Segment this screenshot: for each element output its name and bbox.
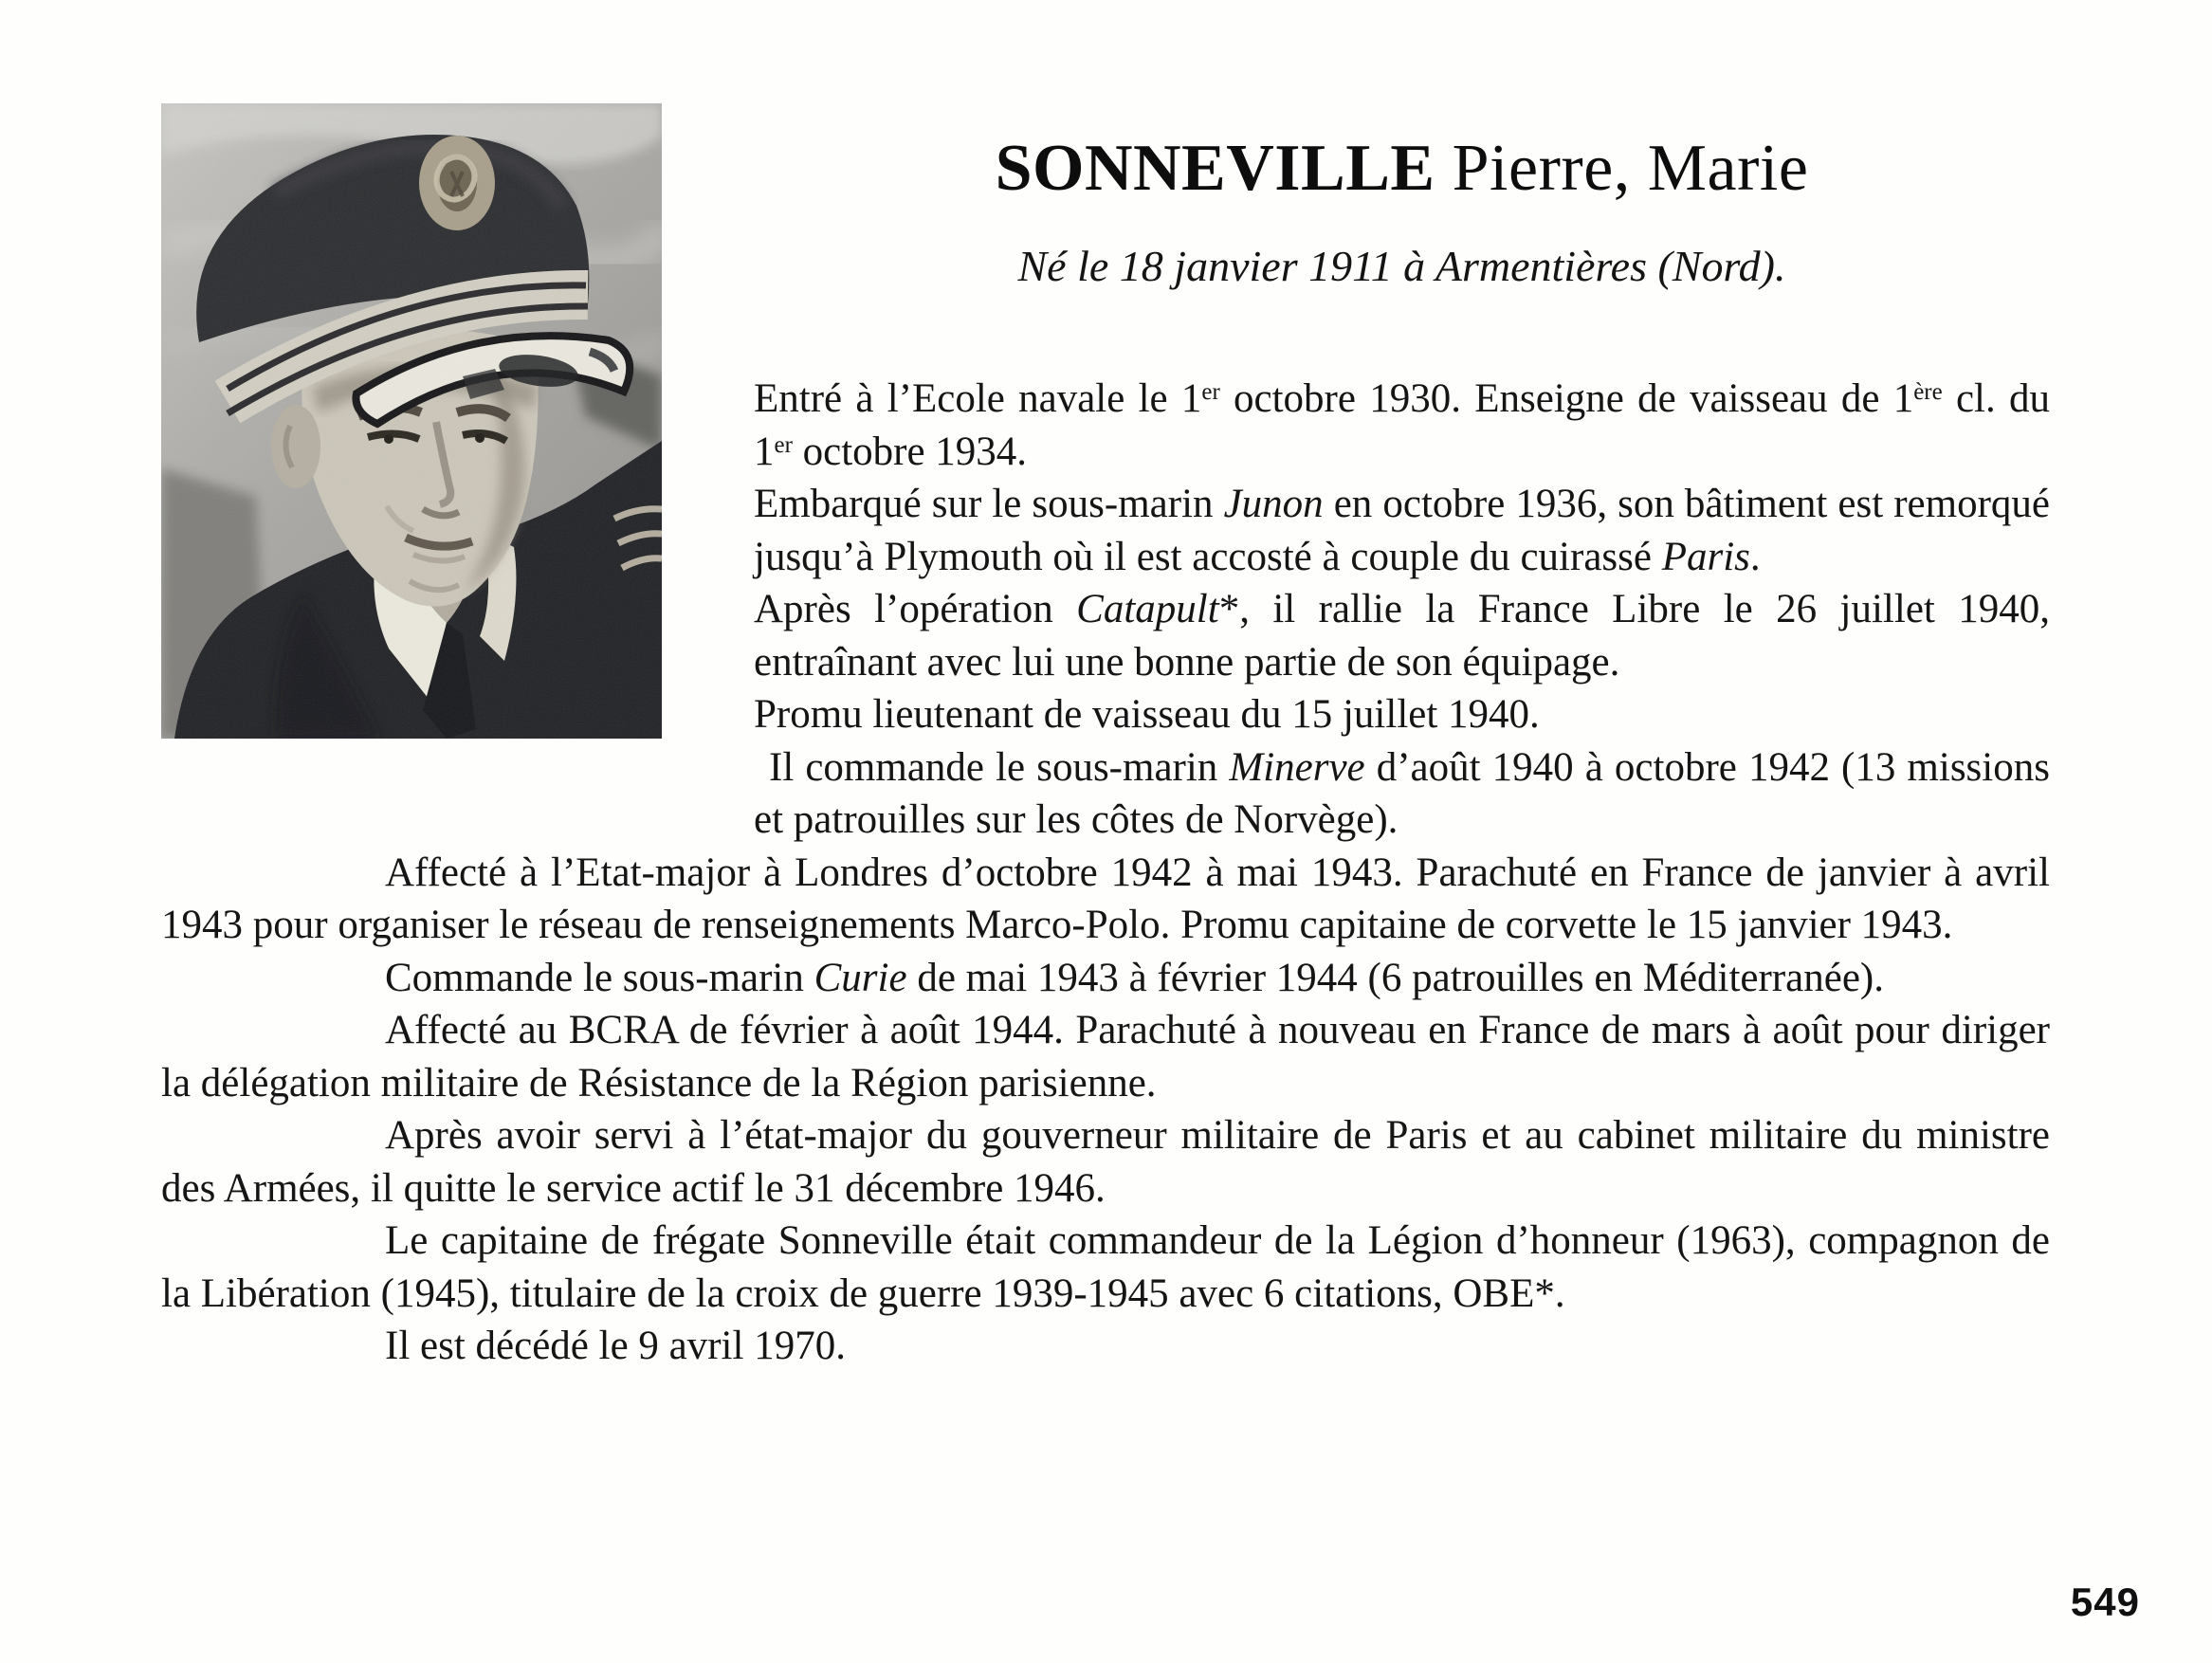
biography-article: [161, 103, 2050, 1373]
bio-paragraph-1: Entré à l’Ecole navale le 1er octobre 1930. Enseigne de vaisseau de 1ère cl. du 1er octobre 1934.: [754, 376, 2050, 474]
bio-paragraph-7: Commande le sous-marin Curie de mai 1943 à février 1944 (6 patrouilles en Méditerranée).: [385, 955, 1884, 1000]
bio-paragraph-8: Affecté au BCRA de février à août 1944. Parachuté à nouveau en France de mars à août pour diriger la délégation militaire de Résistance de la Région parisienne.: [161, 1008, 2050, 1106]
bio-paragraph-9: Après avoir servi à l’état-major du gouverneur militaire de Paris et au cabinet militaire du ministre des Armées, il quitte le service actif le 31 décembre 1946.: [161, 1113, 2050, 1211]
bio-paragraph-4: Promu lieutenant de vaisseau du 15 juillet 1940.: [754, 692, 1540, 737]
bio-paragraph-2: Embarqué sur le sous-marin Junon en octobre 1936, son bâtiment est remorqué jusqu’à Plymouth où il est accosté à couple du cuirassé Paris.: [754, 482, 2050, 579]
entry-surname: SONNEVILLE: [995, 132, 1435, 205]
bio-paragraph-11: Il est décédé le 9 avril 1970.: [385, 1324, 846, 1368]
bio-paragraph-6: Affecté à l’Etat-major à Londres d’octobre 1942 à mai 1943. Parachuté en France de janvier à avril 1943 pour organiser le réseau de renseignements Marco-Polo. Promu capitaine de corvette le 15 janvier 1943.: [161, 850, 2050, 947]
page-number: 549: [2070, 1580, 2140, 1624]
bio-paragraph-3: Après l’opération Catapult*, il rallie la France Libre le 26 juillet 1940, entraînant avec lui une bonne partie de son équipage.: [754, 587, 2051, 685]
entry-birth-line: Né le 18 janvier 1911 à Armentières (Nord).: [1017, 242, 1786, 290]
portrait-photo: [161, 103, 662, 739]
entry-firstnames: Pierre, Marie: [1452, 132, 1809, 205]
portrait-photo-image: [161, 103, 662, 739]
bio-paragraph-5: Il commande le sous-marin Minerve d’août 1940 à octobre 1942 (13 missions et patrouilles sur les côtes de Norvège).: [754, 744, 2050, 842]
photo-grain-overlay: [161, 103, 662, 739]
bio-paragraph-10: Le capitaine de frégate Sonneville était commandeur de la Légion d’honneur (1963), compagnon de la Libération (1945), titulaire de la croix de guerre 1939-1945 avec 6 citations, OBE*.: [161, 1218, 2050, 1316]
